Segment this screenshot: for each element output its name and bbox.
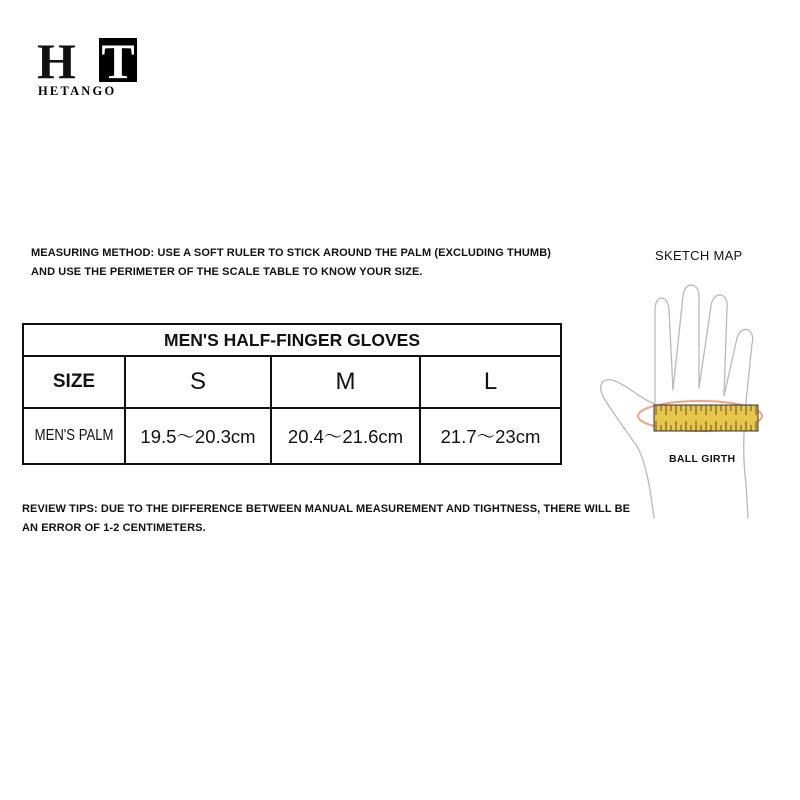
size-label: SIZE (23, 356, 125, 408)
palm-value-m: 20.4～21.6cm (271, 408, 420, 464)
logo-mark-t: T (99, 38, 137, 82)
size-l: L (420, 356, 561, 408)
table-title: MEN'S HALF-FINGER GLOVES (23, 324, 561, 356)
palm-label: MEN'S PALM (34, 427, 114, 444)
thumb-outline (601, 380, 655, 518)
hand-sketch-illustration (596, 280, 776, 520)
palm-row (23, 408, 561, 464)
brand-name: HETANGO (38, 84, 117, 98)
palm-label-cell (23, 408, 125, 464)
sketch-map-title: SKETCH MAP (655, 248, 743, 263)
size-m: M (271, 356, 420, 408)
palm-value-l: 21.7～23cm (420, 408, 561, 464)
size-row (23, 356, 561, 408)
palm-value-s: 19.5～20.3cm (125, 408, 271, 464)
brand-logo (37, 33, 137, 100)
ball-girth-label: BALL GIRTH (669, 453, 736, 465)
table-title-row (23, 324, 561, 356)
size-s: S (125, 356, 271, 408)
measuring-method-text: MEASURING METHOD: USE A SOFT RULER TO STICK AROUND THE PALM (EXCLUDING THUMB) AND USE THE PERIMETER OF THE SCALE TABLE TO KNOW YOUR SIZE. (31, 247, 551, 278)
size-chart-table (22, 323, 562, 465)
logo-mark-h: H (37, 33, 76, 89)
review-tips-text: REVIEW TIPS: DUE TO THE DIFFERENCE BETWEEN MANUAL MEASUREMENT AND TIGHTNESS, THERE WILL BE AN ERROR OF 1-2 CENTIMETERS. (22, 503, 631, 534)
